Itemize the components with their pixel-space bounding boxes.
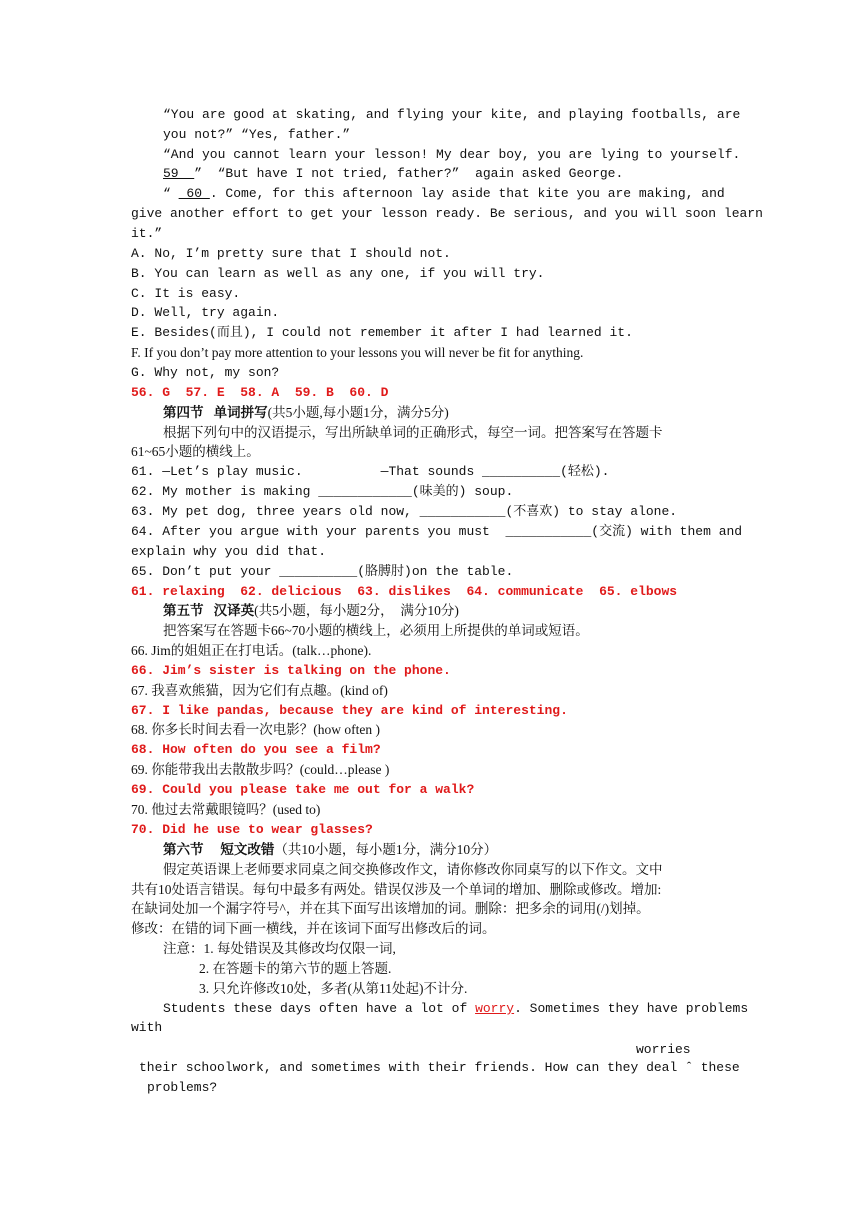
option-g: G. Why not, my son? <box>131 365 280 380</box>
answer-66: 66. Jim’s sister is talking on the phone. <box>131 663 451 678</box>
question-65: 65. Don’t put your __________(胳膊肘)on the table. <box>131 564 514 579</box>
question-69: 69. 你能带我出去散散步吗？(could…please ) <box>131 762 390 777</box>
option-b: B. You can learn as well as any one, if you will try. <box>131 266 545 281</box>
instruction: 修改：在错的词下画一横线，并在该词下面写出修改后的词。 <box>131 921 496 936</box>
blank-59: 59 <box>163 166 195 181</box>
passage-line: give another effort to get your lesson ready. Be serious, and you will soon learn <box>131 206 763 221</box>
error-word: worry <box>475 1001 515 1016</box>
instruction: 假定英语课上老师要求同桌之间交换修改作文，请你修改你同桌写的以下作文。文中 <box>163 862 663 877</box>
question-67: 67. 我喜欢熊猫，因为它们有点趣。(kind of) <box>131 683 388 698</box>
instruction: 根据下列句中的汉语提示，写出所缺单词的正确形式，每空一词。把答案写在答题卡 <box>163 425 663 440</box>
section-heading <box>163 403 449 422</box>
answer-key: 56. G 57. E 58. A 59. B 60. D <box>131 385 389 400</box>
section-title: 第四节 单词拼写 <box>163 405 268 420</box>
option-a: A. No, I’m pretty sure that I should not. <box>131 246 451 261</box>
question-64: 64. After you argue with your parents you must ___________(交流) with them and <box>131 524 743 539</box>
option-f: F. If you don’t pay more attention to your lessons you will never be fit for anything. <box>131 345 584 360</box>
question-61: 61. —Let’s play music. —That sounds __________(轻松). <box>131 464 610 479</box>
section-heading <box>163 840 497 859</box>
passage-text: . Come, for this afternoon lay aside that kite you are making, and <box>209 186 725 201</box>
essay-text: Students these days often have a lot of <box>163 1001 476 1016</box>
section-title: 第六节 短文改错 <box>163 842 275 857</box>
note: 2. 在答题卡的第六节的题上答题. <box>199 961 392 976</box>
answer-key: 61. relaxing 62. delicious 63. dislikes 64. communicate 65. elbows <box>131 584 678 599</box>
passage-line: “And you cannot learn your lesson! My dear boy, you are lying to yourself. <box>163 147 741 162</box>
question-62: 62. My mother is making ____________(味美的) soup. <box>131 484 514 499</box>
essay-line <box>163 999 748 1018</box>
section-score: (共5小题，每小题2分， 满分10分) <box>254 603 459 618</box>
question-63: 63. My pet dog, three years old now, ___________(不喜欢) to stay alone. <box>131 504 678 519</box>
answer-67: 67. I like pandas, because they are kind of interesting. <box>131 703 568 718</box>
question-68: 68. 你多长时间去看一次电影？(how often ) <box>131 722 380 737</box>
note: 3. 只允许修改10处，多者(从第11处起)不计分. <box>199 981 468 996</box>
option-c: C. It is easy. <box>131 286 241 301</box>
essay-line: with <box>131 1020 163 1035</box>
essay-line: problems? <box>147 1080 218 1095</box>
answer-68: 68. How often do you see a film? <box>131 742 381 757</box>
answer-69: 69. Could you please take me out for a walk? <box>131 782 475 797</box>
passage-text: ” “But have I not tried, father?” again asked George. <box>194 166 624 181</box>
passage-line <box>163 164 623 183</box>
question-66: 66. Jim的姐姐正在打电话。(talk…phone). <box>131 643 372 658</box>
passage-line <box>163 184 725 203</box>
passage-line: “You are good at skating, and flying your kite, and playing footballs, are <box>163 107 741 122</box>
section-score: (共5小题,每小题1分，满分5分) <box>267 405 449 420</box>
note: 注意：1. 每处错误及其修改均仅限一词, <box>163 941 396 956</box>
instruction: 共有10处语言错误。每句中最多有两处。错误仅涉及一个单词的增加、删除或修改。增加: <box>131 882 662 897</box>
passage-line: it.” <box>131 226 163 241</box>
question-64-cont: explain why you did that. <box>131 544 327 559</box>
essay-text: . Sometimes they have problems <box>514 1001 749 1016</box>
section-heading <box>163 601 459 620</box>
answer-70: 70. Did he use to wear glasses? <box>131 822 373 837</box>
instruction: 61~65小题的横线上。 <box>131 444 260 459</box>
correction-word: worries <box>636 1042 691 1057</box>
section-score: （共10小题，每小题1分，满分10分） <box>274 842 498 857</box>
option-d: D. Well, try again. <box>131 305 280 320</box>
essay-line: their schoolwork, and sometimes with their friends. How can they deal ˆ these <box>139 1060 740 1075</box>
section-title: 第五节 汉译英 <box>163 603 255 618</box>
question-70: 70. 他过去常戴眼镜吗？(used to) <box>131 802 321 817</box>
passage-text: “ <box>163 186 179 201</box>
option-e: E. Besides(而且), I could not remember it after I had learned it. <box>131 325 633 340</box>
passage-line: you not?” “Yes, father.” <box>163 127 351 142</box>
instruction: 在缺词处加一个漏字符号^，并在其下面写出该增加的词。删除：把多余的词用(/)划掉。 <box>131 901 650 916</box>
blank-60: 60 <box>178 186 210 201</box>
instruction: 把答案写在答题卡66~70小题的横线上，必须用上所提供的单词或短语。 <box>163 623 589 638</box>
